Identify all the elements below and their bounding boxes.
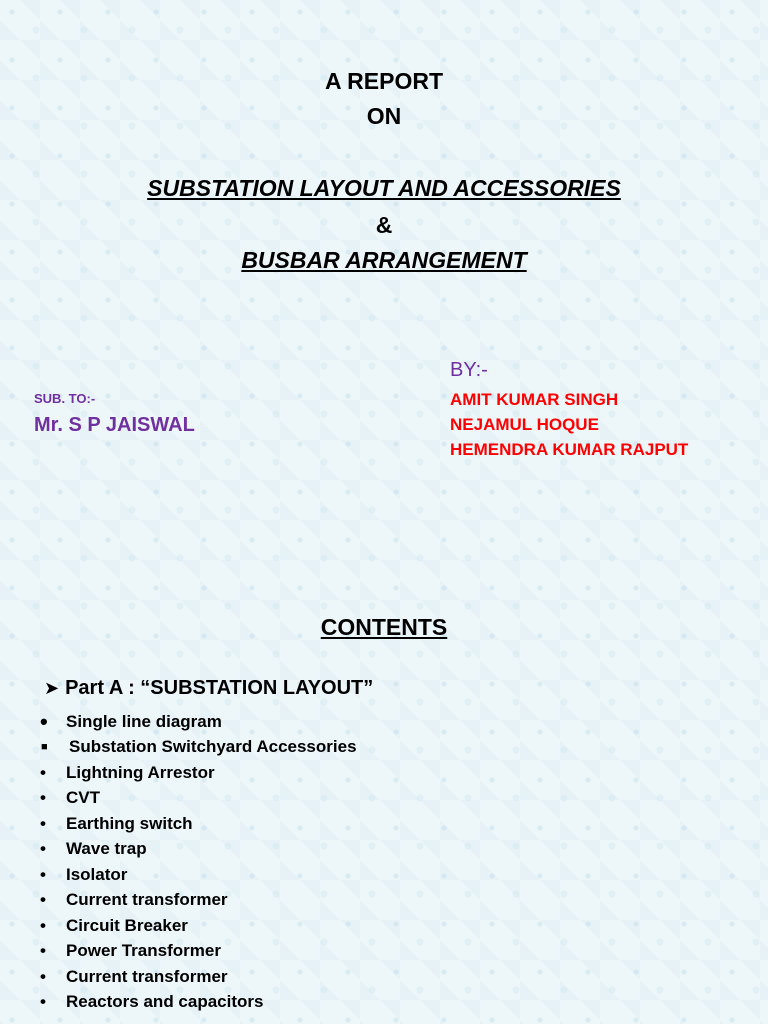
list-item-text: Wave trap (66, 839, 147, 859)
bullet-icon: ■ (41, 741, 48, 754)
list-item-text: CVT (66, 788, 100, 808)
bullet-icon: • (40, 813, 46, 833)
list-item (40, 837, 357, 863)
list-item (40, 709, 357, 735)
list-item (40, 862, 357, 888)
bullet-icon: • (40, 915, 46, 935)
list-item-text: Isolator (66, 864, 128, 884)
list-item-text: Earthing switch (66, 813, 193, 833)
list-item-text: Circuit Breaker (66, 915, 188, 935)
list-item (40, 913, 357, 939)
author-name: HEMENDRA KUMAR RAJPUT (450, 440, 689, 459)
bullet-icon: • (40, 890, 46, 910)
list-item-text: Single line diagram (66, 711, 222, 731)
arrow-bullet-icon: ➤ (44, 678, 60, 698)
report-title-line-2: ON (366, 103, 402, 129)
bullet-icon: • (40, 941, 46, 961)
list-item (40, 811, 357, 837)
bullet-icon: • (40, 864, 46, 884)
by-label: BY:- (450, 359, 488, 381)
part-a-heading (44, 677, 373, 700)
part-a-label: Part A : “SUBSTATION LAYOUT” (65, 677, 374, 699)
list-item-text: Current transformer (66, 890, 228, 910)
list-item (40, 939, 357, 965)
bullet-icon: • (40, 788, 46, 808)
bullet-icon: • (40, 762, 46, 782)
author-name: NEJAMUL HOQUE (450, 415, 599, 434)
list-item-text: Reactors and capacitors (66, 992, 264, 1012)
list-item (40, 735, 357, 761)
contents-list (40, 709, 357, 1015)
author-list (450, 389, 688, 464)
list-item (40, 760, 357, 786)
report-subject-subtitle: BUSBAR ARRANGEMENT (241, 247, 527, 273)
list-item-text: Power Transformer (66, 941, 221, 961)
contents-heading: CONTENTS (320, 614, 448, 640)
submitted-to-name: Mr. S P JAISWAL (34, 414, 195, 436)
list-item (40, 888, 357, 914)
list-item-text: Substation Switchyard Accessories (69, 737, 357, 757)
list-item (40, 964, 357, 990)
bullet-icon: • (40, 839, 46, 859)
bullet-icon: • (40, 708, 48, 734)
list-item (40, 990, 357, 1016)
report-title-line-1: A REPORT (325, 68, 443, 94)
submitted-to-label: SUB. TO:- (34, 391, 96, 406)
bullet-icon: • (40, 966, 46, 986)
report-subject-title: SUBSTATION LAYOUT AND ACCESSORIES (147, 175, 621, 201)
bullet-icon: • (40, 992, 46, 1012)
author-name: AMIT KUMAR SINGH (450, 390, 619, 409)
list-item-text: Current transformer (66, 966, 228, 986)
list-item-text: Lightning Arrestor (66, 762, 215, 782)
list-item (40, 786, 357, 812)
report-title-ampersand: & (375, 212, 393, 238)
